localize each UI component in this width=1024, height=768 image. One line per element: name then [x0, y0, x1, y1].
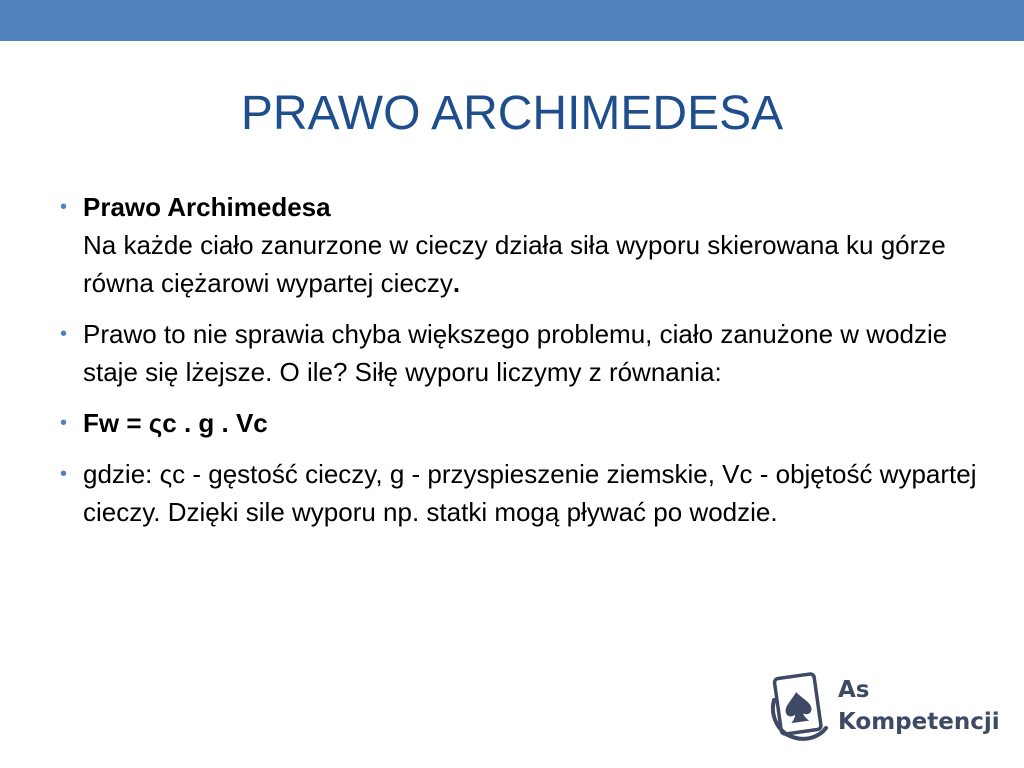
formula-text: Fw = ςc . g . Vc [83, 408, 268, 438]
list-item [58, 455, 978, 531]
item-text: Na każde ciało zanurzone w cieczy działa siła wyporu skierowana ku górze równa ciężarowi wypartej cieczy [83, 230, 946, 298]
spade-card-icon [768, 672, 832, 744]
logo-line-1: As [838, 677, 870, 703]
logo-text [838, 674, 1000, 738]
item-text: Prawo to nie sprawia chyba większego problemu, ciało zanużone w wodzie staje się lżejsze. O ile? Siłę wyporu liczymy z równania: [83, 319, 948, 387]
bullet-icon: • [60, 196, 68, 218]
item-heading: Prawo Archimedesa [83, 192, 331, 222]
list-item [58, 188, 978, 302]
bullet-icon: • [60, 463, 68, 485]
top-accent-bar [0, 0, 1024, 41]
slide-title: PRAWO ARCHIMEDESA [240, 87, 784, 140]
item-end: . [452, 268, 461, 298]
bullet-icon: • [60, 323, 68, 345]
item-text: gdzie: ςc - gęstość cieczy, g - przyspieszenie ziemskie, Vc - objętość wypartej cieczy. Dzięki sile wyporu np. statki mogą pływać po wodzie. [83, 459, 977, 527]
list-item [58, 315, 978, 391]
bullet-icon: • [60, 412, 68, 434]
logo [768, 672, 998, 744]
list-item [58, 404, 978, 442]
logo-line-2: Kompetencji [838, 709, 1000, 735]
bullet-list [58, 188, 978, 544]
